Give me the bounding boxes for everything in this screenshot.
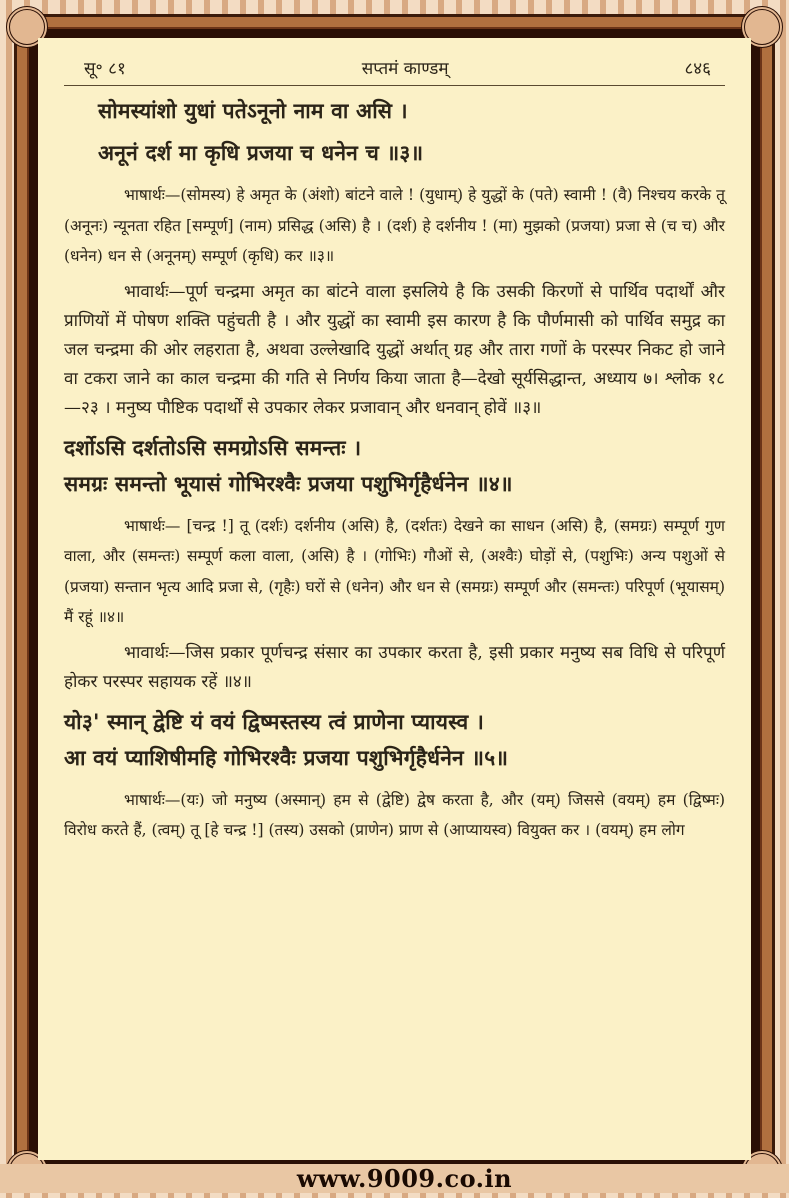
verse-4-line-1: दर्शोऽसि दर्शतोऽसि समग्रोऽसि समन्तः ।	[64, 434, 362, 460]
bhavartha-3	[64, 278, 725, 423]
bhashya-4-text: भाषार्थः— [चन्द्र !] तू (दर्शः) दर्शनीय (असि) है, (दर्शतः) देखने का साधन (असि) है, (समग्रः) सम्पूर्ण गुण वाला, और (समन्तः) सम्पूर्ण कला वाला, (असि) है । (गोभिः) गौओं से, (अश्वैः) घोड़ों से, (पशुभिः) अन्य पशुओं से (प्रजया) सन्तान भृत्य आदि प्रजा से, (गृहैः) घरों से (धनेन) और धन से (समग्रः) सम्पूर्ण और (समन्तः) परिपूर्ण (भूयासम्) मैं रहूं ॥४॥	[64, 516, 725, 626]
bhashya-3-text: भाषार्थः—(सोमस्य) हे अमृत के (अंशो) बांटने वाले ! (युधाम्) हे युद्धों के (पते) स्वामी ! (वै) निश्चय करके तू (अनूनः) न्यूनता रहित [सम्पूर्ण] (नाम) प्रसिद्ध (असि) है । (दर्श) हे दर्शनीय ! (मा) मुझको (प्रजया) प्रजा से (च च) और (धनेन) धन से (अनूनम्) सम्पूर्ण (कृधि) कर ॥३॥	[64, 186, 725, 265]
bhavartha-3-text: भावार्थः—पूर्ण चन्द्रमा अमृत का बांटने वाला इसलिये है कि उसकी किरणों से पार्थिव पदार्थों और प्राणियों में पोषण शक्ति पहुंचती है । और युद्धों का स्वामी इस कारण है कि पौर्णमासी को पार्थिव समुद्र का जल चन्द्रमा की ओर लहराता है, अथवा उल्लेखादि युद्धों अर्थात् ग्रह और तारा गणों के परस्पर निकट हो जाने वा टकरा जाने का काल चन्द्रमा की गति से निर्णय किया जाता है—देखो सूर्यसिद्धान्त, अध्याय ७। श्लोक १८—२३ । मनुष्य पौष्टिक पदार्थों से उपकार लेकर प्रजावान् और धनवान् होवें ॥३॥	[64, 281, 725, 418]
bhashya-5-text: भाषार्थः—(यः) जो मनुष्य (अस्मान्) हम से (द्वेष्टि) द्वेष करता है, और (यम्) जिससे (वयम्) हम (द्विष्मः) विरोध करते हैं, (त्वम्) तू [हे चन्द्र !] (तस्य) उसको (प्राणेन) प्राण से (आप्यायस्व) वियुक्त कर । (वयम्) हम लोग	[64, 790, 725, 839]
scripture-page	[38, 38, 751, 1160]
verse-3-line-1: सोमस्यांशो युधां पतेऽनूनो नाम वा असि ।	[98, 98, 408, 123]
verse-5-line-2: आ वयं प्याशिषीमहि गोभिरश्वैः प्रजया पशुभिर्गृहैर्धनेन ॥५॥	[64, 744, 509, 770]
sukta-number: सू॰ ८१	[84, 59, 126, 79]
verse-5-line-1: यो३' स्मान् द्वेष्टि यं वयं द्विष्मस्तस्य त्वं प्राणेना प्यायस्व ।	[64, 708, 485, 734]
bhashya-4	[64, 511, 725, 633]
verse-4-line-2: समग्रः समन्तो भूयासं गोभिरश्वैः प्रजया पशुभिर्गृहैर्धनेन ॥४॥	[64, 470, 513, 496]
page-number: ८४६	[684, 59, 711, 79]
bhashya-5	[64, 785, 725, 846]
bhavartha-4-text: भावार्थः—जिस प्रकार पूर्णचन्द्र संसार का उपकार करता है, इसी प्रकार मनुष्य सब विधि से परिपूर्ण होकर परस्पर सहायक रहें ॥४॥	[64, 642, 725, 692]
bhashya-3	[64, 180, 725, 272]
verse-3-line-2: अनूनं दर्श मा कृधि प्रजया च धनेन च ॥३॥	[98, 140, 424, 165]
kanda-title: सप्तमं काण्डम्	[361, 59, 449, 79]
website-watermark: www.9009.co.in	[0, 1164, 789, 1193]
bhavartha-4	[64, 639, 725, 697]
running-header	[64, 56, 725, 86]
